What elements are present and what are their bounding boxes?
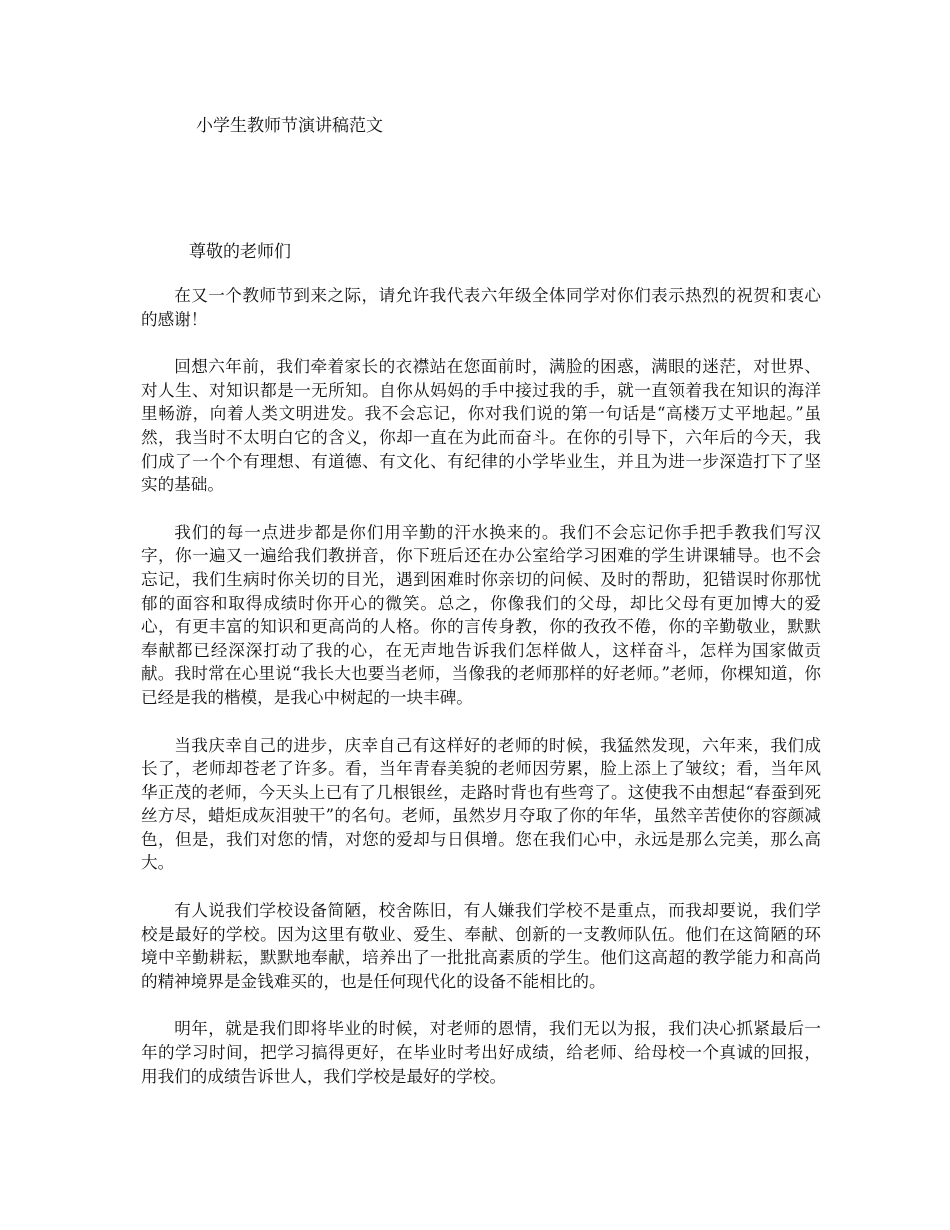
document-body: [141, 284, 821, 1112]
paragraph: 有人说我们学校设备简陋，校舍陈旧，有人嫌我们学校不是重点，而我却要说，我们学校是最好的学校。因为这里有敬业、爱生、奉献、创新的一支教师队伍。他们在这简陋的环境中辛勤耕耘，默默地奉献，培养出了一批批高素质的学生。他们这高超的教学能力和高尚的精神境界是金钱难买的，也是任何现代化的设备不能相比的。: [141, 901, 821, 991]
paragraph: 明年，就是我们即将毕业的时候，对老师的恩情，我们无以为报，我们决心抓紧最后一年的学习时间，把学习搞得更好，在毕业时考出好成绩，给老师、给母校一个真诚的回报，用我们的成绩告诉世人，我们学校是最好的学校。: [141, 1019, 821, 1086]
paragraph: 当我庆幸自己的进步，庆幸自己有这样好的老师的时候，我猛然发现，六年来，我们成长了，老师却苍老了许多。看，当年青春美貌的老师因劳累，脸上添上了皱纹；看，当年风华正茂的老师，今天头上已有了几根银丝，走路时背也有些弯了。这使我不由想起“春蚕到死丝方尽，蜡炬成灰泪驶干”的名句。老师，虽然岁月夺取了你的年华，虽然辛苦使你的容颜减色，但是，我们对您的情，对您的爱却与日俱增。您在我们心中，永远是那么完美，那么高大。: [141, 735, 821, 873]
paragraph: 我们的每一点进步都是你们用辛勤的汗水换来的。我们不会忘记你手把手教我们写汉字，你一遍又一遍给我们教拼音，你下班后还在办公室给学习困难的学生讲课辅导。也不会忘记，我们生病时你关切的目光，遇到困难时你亲切的问候、及时的帮助，犯错误时你那忧郁的面容和取得成绩时你开心的微笑。总之，你像我们的父母，却比父母有更加博大的爱心，有更丰富的知识和更高尚的人格。你的言传身教，你的孜孜不倦，你的辛勤敬业，默默奉献都已经深深打动了我的心，在无声地告诉我们怎样做人，这样奋斗，怎样为国家做贡献。我时常在心里说“我长大也要当老师，当像我的老师那样的好老师。”老师，你棵知道，你已经是我的楷模，是我心中树起的一块丰碑。: [141, 522, 821, 707]
paragraph: 在又一个教师节到来之际，请允许我代表六年级全体同学对你们表示热烈的祝贺和衷心的感谢！: [141, 286, 821, 329]
salutation: 尊敬的老师们: [189, 242, 291, 262]
document-title: 小学生教师节演讲稿范文: [196, 116, 383, 136]
paragraph: 回想六年前，我们牵着家长的衣襟站在您面前时，满脸的困惑，满眼的迷茫，对世界、对人生、对知识都是一无所知。自你从妈妈的手中接过我的手，就一直领着我在知识的海洋里畅游，向着人类文明进发。我不会忘记，你对我们说的第一句话是“高楼万丈平地起。”虽然，我当时不太明白它的含义，你却一直在为此而奋斗。在你的引导下，六年后的今天，我们成了一个个有理想、有道德、有文化、有纪律的小学毕业生，并且为进一步深造打下了坚实的基础。: [141, 357, 821, 495]
